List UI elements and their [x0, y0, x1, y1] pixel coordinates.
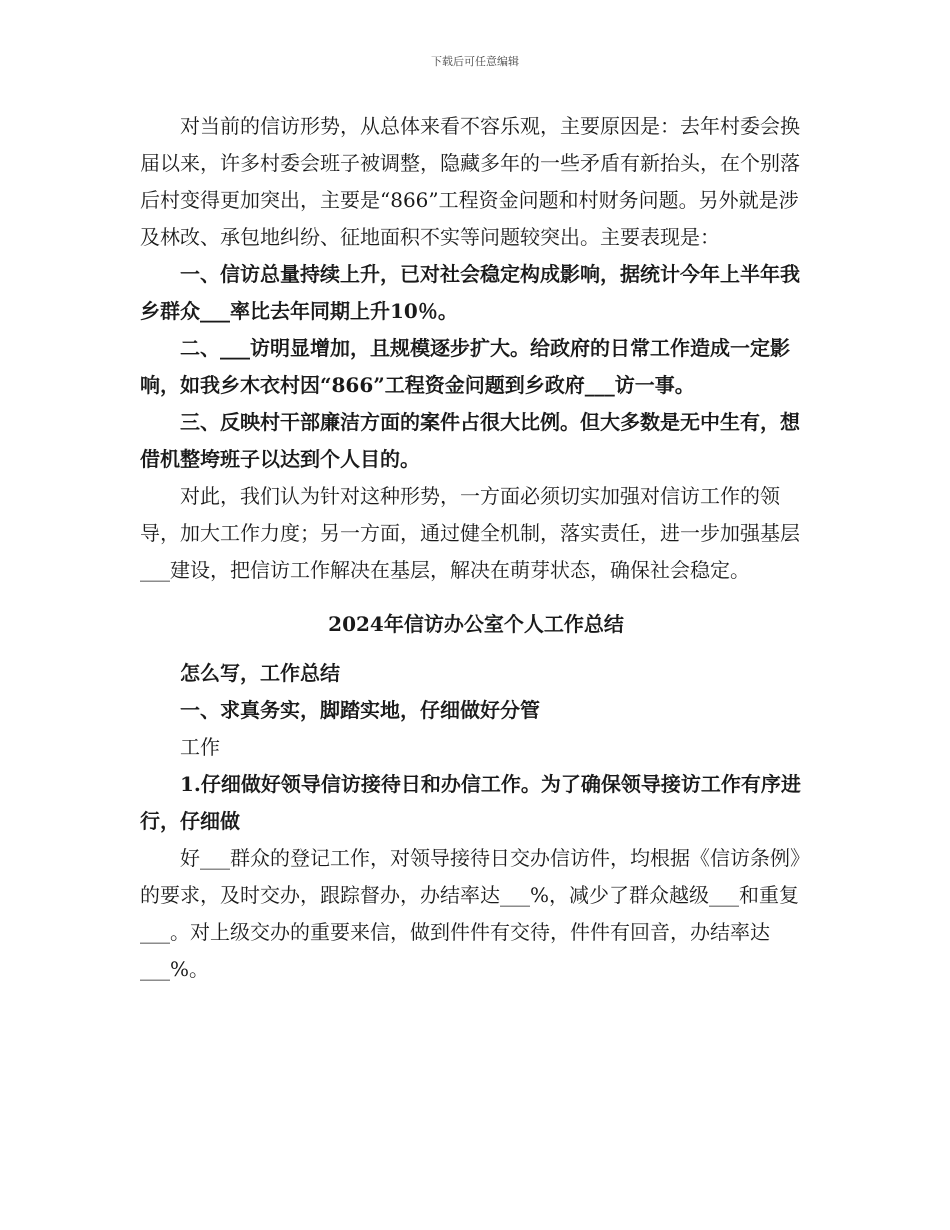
paragraph-point-1: 一、信访总量持续上升，已对社会稳定构成影响，据统计今年上半年我乡群众___率比去年同期上升10％。 — [140, 262, 800, 323]
subheading-how-to-write: 怎么写，工作总结 — [180, 661, 340, 685]
section-heading-1-continued: 工作 — [180, 735, 220, 759]
document-title: 2024年信访办公室个人工作总结 — [328, 612, 624, 636]
paragraph-point-3: 三、反映村干部廉洁方面的案件占很大比例。但大多数是无中生有，想借机整垮班子以达到个人目的。 — [140, 410, 800, 471]
page-header-note: 下载后可任意编辑 — [431, 55, 519, 68]
section-heading-1: 一、求真务实，脚踏实地，仔细做好分管 — [180, 698, 540, 722]
item-1-body: 好___群众的登记工作，对领导接待日交办信访件，均根据《信访条例》的要求，及时交办，跟踪督办，办结率达___%，减少了群众越级___和重复___。对上级交办的重要来信，做到件件有交待，件件有回音，办结率达___%。 — [140, 846, 810, 981]
paragraph-situation: 对当前的信访形势，从总体来看不容乐观，主要原因是：去年村委会换届以来，许多村委会班子被调整，隐藏多年的一些矛盾有新抬头，在个别落后村变得更加突出，主要是“866”工程资金问题和村财务问题。另外就是涉及林改、承包地纠纷、征地面积不实等问题较突出。主要表现是： — [140, 114, 800, 249]
paragraph-point-2: 二、___访明显增加，且规模逐步扩大。给政府的日常工作造成一定影响，如我乡木衣村因“866”工程资金问题到乡政府___访一事。 — [140, 336, 790, 397]
document-body — [140, 108, 812, 988]
paragraph-response: 对此，我们认为针对这种形势，一方面必须切实加强对信访工作的领导，加大工作力度；另一方面，通过健全机制，落实责任，进一步加强基层___建设，把信访工作解决在基层，解决在萌芽状态，确保社会稳定。 — [140, 484, 800, 582]
item-1-heading: 1.仔细做好领导信访接待日和办信工作。为了确保领导接访工作有序进行，仔细做 — [140, 772, 801, 833]
